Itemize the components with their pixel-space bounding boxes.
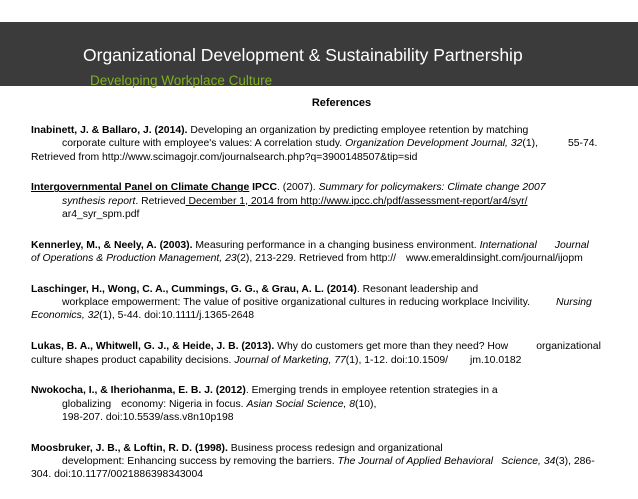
reference-line [31,252,609,265]
reference-line [31,239,609,252]
reference-title: Summary for policymakers: Climate change 2007 [318,182,546,194]
reference-journal: Science, 34 [501,456,556,468]
reference-text: organizational [536,341,601,353]
reference-journal: Organization Development Journal, 32 [345,138,523,150]
reference-lukas [31,340,609,367]
references-heading: References [311,97,372,109]
reference-text: Developing an organization by predicting employee retention by matching [187,125,529,136]
reference-nwokocha [31,384,609,424]
reference-text: (1), 5-44. doi:10.1111/j.1365-2648 [99,310,254,322]
reference-doi: jm.10.0182 [470,354,522,366]
slide-title: Organizational Development & Sustainability Partnership [83,45,523,65]
reference-text: (10), [355,398,377,410]
reference-journal: Journal [554,239,589,251]
reference-line [31,124,609,137]
reference-authors: Nwokocha, I., & Iheriohanma, E. B. J. (2012) [31,385,246,397]
reference-url: ar4_syr_spm.pdf [62,208,140,220]
reference-title: synthesis report [62,195,136,207]
reference-line [31,195,609,208]
reference-line [31,354,609,367]
reference-journal: International [479,239,537,251]
reference-text: . (2007). [276,182,319,194]
reference-line [31,340,609,353]
reference-line [31,309,609,322]
reference-text: development: Enhancing success by removing the barriers. [62,456,338,468]
reference-line [31,208,609,221]
reference-line [31,411,609,424]
references-list [31,124,609,499]
reference-text: . Resonant leadership and [356,283,479,295]
reference-authors: Inabinett, J. & Ballaro, J. (2014). [31,125,188,136]
reference-authors: Lukas, B. A., Whitwell, G. J., & Heide, J. B. (2013). [31,341,275,353]
reference-text: (2), 213-229. Retrieved from http:// [236,253,397,265]
slide-header [0,22,638,86]
reference-doi: 198-207. doi:10.5539/ass.v8n10p198 [62,411,234,423]
reference-journal: of Operations & Production Management, 23 [31,253,237,265]
reference-inabinett [31,124,609,164]
reference-line [31,468,609,481]
reference-authors: Intergovernmental Panel on Climate Change [31,182,250,194]
reference-text: Business process redesign and organizational [227,442,443,454]
reference-line [31,151,609,164]
reference-line [31,455,609,468]
reference-url: Retrieved from http://www.scimagojr.com/journalsearch.php?q=3900148507&tip=sid [31,151,418,163]
reference-journal: Economics, 32 [31,310,100,322]
reference-doi: 304. doi:10.1177/0021886398343004 [31,469,203,481]
reference-laschinger [31,283,609,323]
reference-abbr: IPCC [249,182,277,194]
reference-journal: Nursing [556,297,592,309]
reference-text: Measuring performance in a changing business environment. [192,239,480,251]
reference-line [31,296,609,309]
reference-text: . Retrieved [135,195,186,207]
reference-text: (1), 1-12. doi:10.1509/ [345,354,449,366]
reference-text: corporate culture with employee's values: A correlation study. [62,138,346,150]
reference-pages: 55-74. [567,138,598,150]
reference-text: Why do customers get more than they need? How [274,341,509,353]
reference-text: culture shapes product capability decisions. [31,354,235,366]
reference-authors: Moosbruker, J. B., & Loftin, R. D. (1998). [31,442,228,454]
reference-url: www.emeraldinsight.com/journal/ijopm [406,253,583,265]
reference-text: workplace empowerment: The value of positive organizational cultures in reducing workplace Incivility. [62,297,530,309]
reference-text: December 1, 2014 from http://www.ipcc.ch/pdf/assessment-report/ar4/syr/ [185,195,528,207]
reference-text: economy: Nigeria in focus. [121,398,247,410]
reference-line [31,283,609,296]
reference-kennerley [31,239,609,266]
reference-line [31,442,609,455]
top-strip [0,0,638,22]
reference-text: . Emerging trends in employee retention strategies in a [245,385,498,397]
reference-line [31,137,609,150]
reference-text: (3), 286- [555,456,595,468]
reference-journal: Journal of Marketing, 77 [234,354,346,366]
reference-text: globalizing [62,398,112,410]
reference-journal: The Journal of Applied Behavioral [337,456,494,468]
reference-authors: Laschinger, H., Wong, C. A., Cummings, G. G., & Grau, A. L. (2014) [31,283,357,295]
reference-line [31,181,609,194]
reference-journal: Asian Social Science, 8 [246,398,356,410]
reference-line [31,384,609,397]
slide-subtitle: Developing Workplace Culture [90,73,273,88]
reference-moosbruker [31,442,609,482]
reference-authors: Kennerley, M., & Neely, A. (2003). [31,239,193,251]
reference-line [31,398,609,411]
reference-ipcc [31,181,609,221]
reference-text: (1), [522,138,538,150]
